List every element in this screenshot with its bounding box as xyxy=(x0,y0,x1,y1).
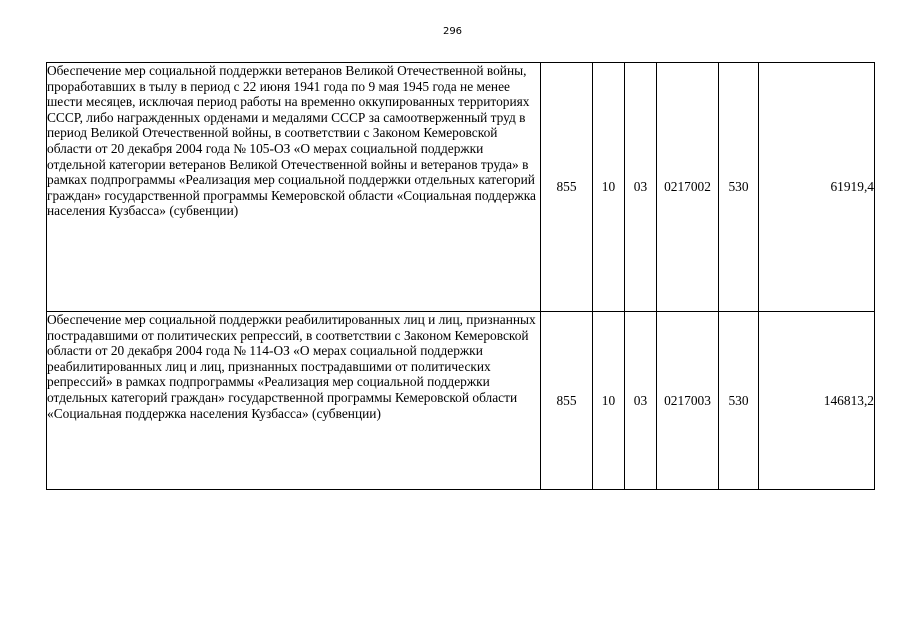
expense-description: Обеспечение мер социальной поддержки ветеранов Великой Отечественной войны, проработавших в тылу в период с 22 июня 1941 года по 9 мая 1945 года не менее шести месяцев, исключая период работы на временно оккупированных территориях СССР, либо награжденных орденами и медалями СССР за самоотверженный труд в период Великой Отечественной войны, в соответствии с Законом Кемеровской области от 20 декабря 2004 года № 105-ОЗ «О мерах социальной поддержки отдельной категории ветеранов Великой Отечественной войны и ветеранов труда» в рамках подпрограммы «Реализация мер социальной поддержки отдельных категорий граждан» государственной программы Кемеровской области «Социальная поддержка населения Кузбасса» (субвенции) xyxy=(47,63,541,312)
expense-type-code: 530 xyxy=(719,63,759,312)
subsection-code: 03 xyxy=(625,312,657,490)
budget-table xyxy=(46,62,875,490)
expense-type-code: 530 xyxy=(719,312,759,490)
table-row xyxy=(47,312,875,490)
ministry-code: 855 xyxy=(541,312,593,490)
page-number: 296 xyxy=(442,26,463,37)
amount-value: 61919,4 xyxy=(759,63,875,312)
target-article-code: 0217003 xyxy=(657,312,719,490)
section-code: 10 xyxy=(593,312,625,490)
table-row xyxy=(47,63,875,312)
target-article-code: 0217002 xyxy=(657,63,719,312)
section-code: 10 xyxy=(593,63,625,312)
expense-description: Обеспечение мер социальной поддержки реабилитированных лиц и лиц, признанных пострадавшими от политических репрессий, в соответствии с Законом Кемеровской области от 20 декабря 2004 года № 114-ОЗ «О мерах социальной поддержки реабилитированных лиц и лиц, признанных пострадавшими от политических репрессий» в рамках подпрограммы «Реализация мер социальной поддержки отдельных категорий граждан» государственной программы Кемеровской области «Социальная поддержка населения Кузбасса» (субвенции) xyxy=(47,312,541,490)
ministry-code: 855 xyxy=(541,63,593,312)
subsection-code: 03 xyxy=(625,63,657,312)
amount-value: 146813,2 xyxy=(759,312,875,490)
